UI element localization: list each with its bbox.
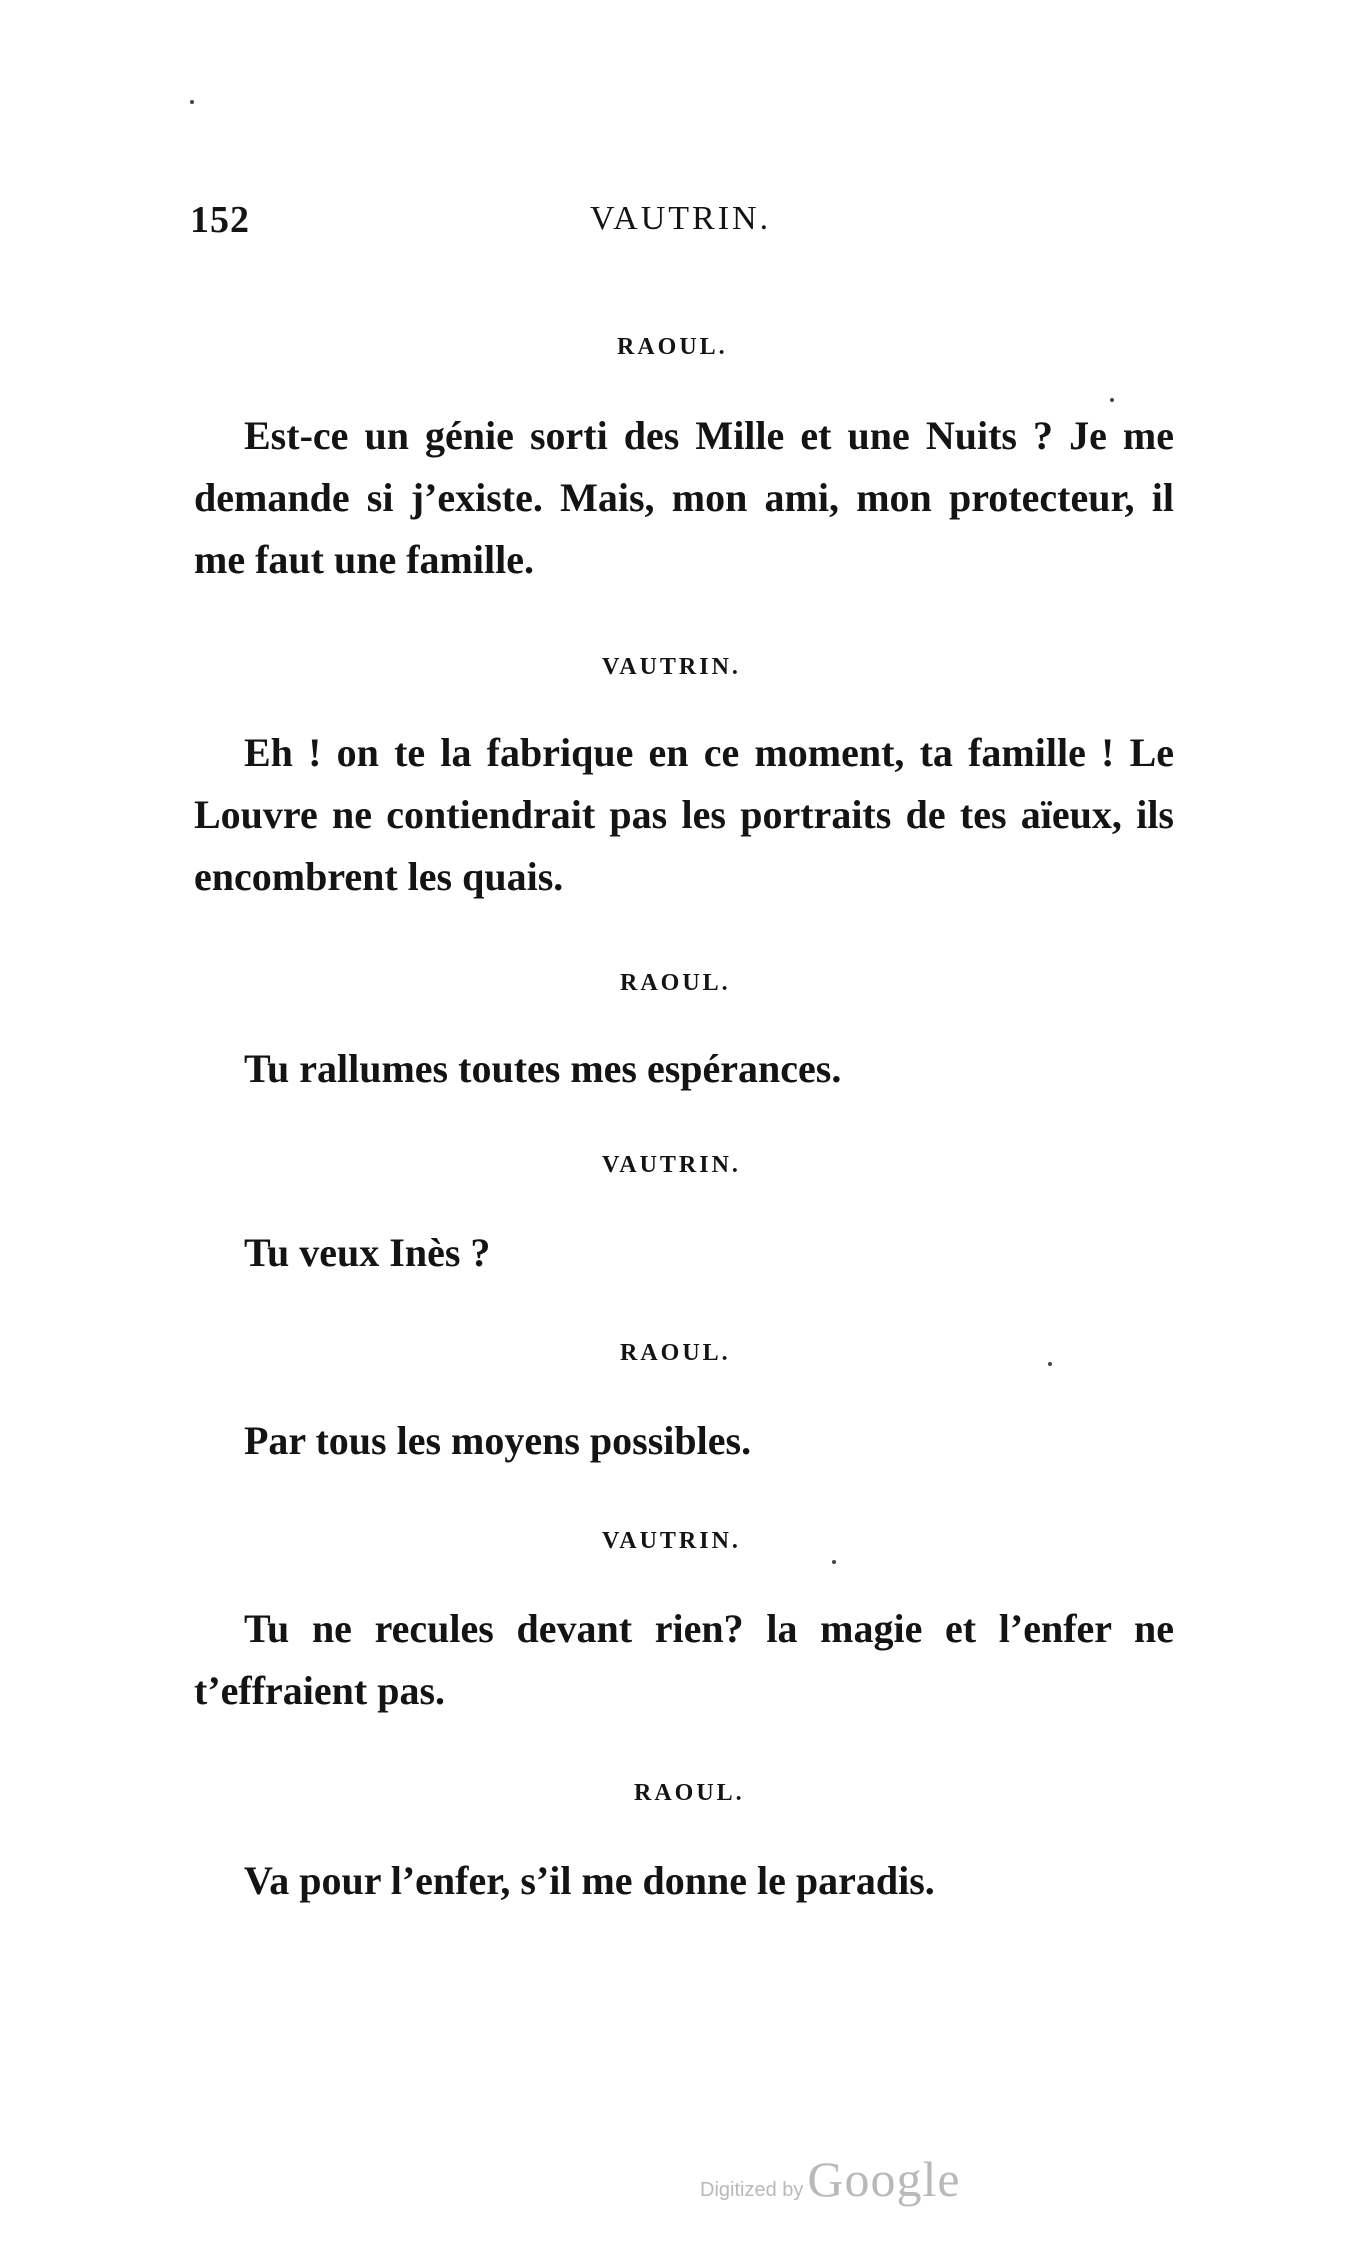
speech-text: Est-ce un génie sorti des Mille et une Nuits ? Je me demande si j’existe. Mais, mon ami, mon protecteur, il me faut une famille. [194,413,1174,582]
speech-text: Tu veux Inès ? [244,1230,491,1275]
speech-text: Va pour l’enfer, s’il me donne le paradis. [244,1858,935,1903]
speaker-name: RAOUL. [620,970,731,996]
speaker-name: RAOUL. [634,1780,745,1806]
speaker-name: VAUTRIN. [602,1152,741,1178]
page-number: 152 [190,199,250,241]
paper-speck [190,100,194,104]
running-title: VAUTRIN. [590,200,772,237]
speech-text: Tu rallumes toutes mes espérances. [244,1046,842,1091]
speaker-name: RAOUL. [620,1340,731,1366]
paper-speck [832,1560,836,1564]
watermark-prefix: Digitized by [700,2179,804,2201]
speech-text: Eh ! on te la fabrique en ce moment, ta famille ! Le Louvre ne contiendrait pas les portraits de tes aïeux, ils encombrent les quais. [194,730,1174,899]
speech-text: Tu ne recules devant rien? la magie et l’enfer ne t’effraient pas. [194,1606,1174,1713]
speech-text: Par tous les moyens possibles. [244,1418,752,1463]
page-header [190,198,1170,248]
paper-speck [1110,398,1114,402]
paper-speck [1048,1362,1052,1366]
speaker-name: RAOUL. [617,334,728,360]
watermark-brand: Google [807,2151,961,2207]
digitization-watermark [700,2150,961,2210]
speaker-name: VAUTRIN. [602,654,741,680]
speaker-name: VAUTRIN. [602,1528,741,1554]
